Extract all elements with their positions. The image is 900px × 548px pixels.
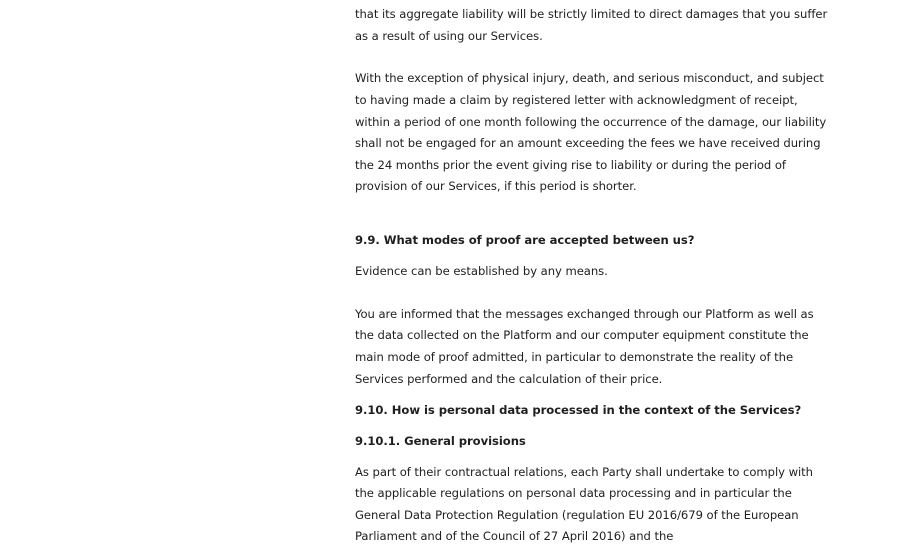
section-heading-9-9: 9.9. What modes of proof are accepted between us? (355, 232, 695, 247)
section-heading-9-10: 9.10. How is personal data processed in the context of the Services? (355, 402, 802, 417)
liability-limit-paragraph: that its aggregate liability will be strictly limited to direct damages that you suffer as a result of using our Services. (355, 7, 828, 43)
liability-exception-paragraph: With the exception of physical injury, death, and serious misconduct, and subject to having made a claim by registered letter with acknowledgment of receipt, within a period of one month following the occurrence of the damage, our liability shall not be engaged for an amount exceeding the fees we have received during the 24 months prior the event giving rise to liability or during the period of provision of our Services, if this period is shorter. (355, 71, 827, 194)
evidence-paragraph: Evidence can be established by any means. (355, 263, 608, 278)
personal-data-paragraph: As part of their contractual relations, each Party shall undertake to comply with the applicable regulations on personal data processing and in particular the General Data Protection Regulation (regulation EU 2016/679 of the European Parliament and of the Council of 27 April 2016) and the (355, 464, 813, 544)
section-heading-9-10-1: 9.10.1. General provisions (355, 433, 526, 448)
terms-document (355, 4, 830, 548)
proof-mode-paragraph: You are informed that the messages exchanged through our Platform as well as the data collected on the Platform and our computer equipment constitute the main mode of proof admitted, in particular to demonstrate the reality of the Services performed and the calculation of their price. (355, 306, 814, 386)
